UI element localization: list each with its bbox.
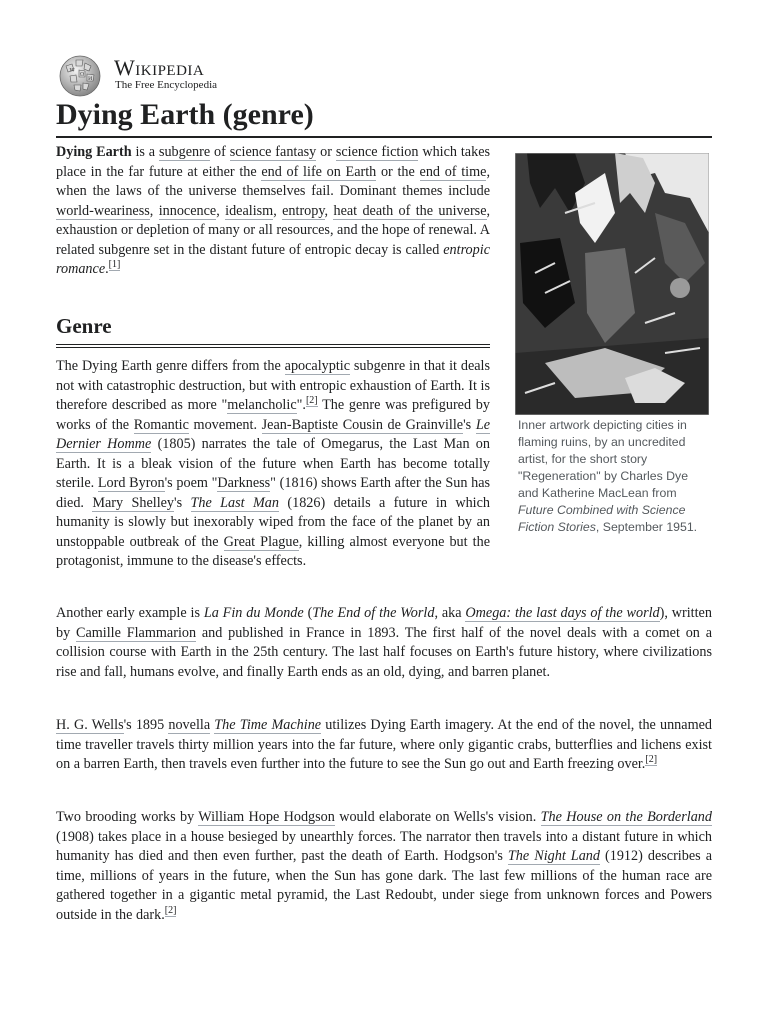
caption-publication: Future Combined with Science Fiction Stories xyxy=(518,503,686,534)
reference-2[interactable]: [2] xyxy=(305,395,318,407)
text-run: Two brooding works by xyxy=(56,809,199,825)
link-world-weariness[interactable]: world-weariness xyxy=(56,202,150,219)
svg-text:W: W xyxy=(69,67,75,74)
link-entropy[interactable]: entropy xyxy=(282,202,325,219)
link-darkness[interactable]: Darkness xyxy=(217,475,271,491)
svg-text:И: И xyxy=(88,76,93,82)
text-run: 's 1895 xyxy=(123,717,169,733)
link-end-of-time[interactable]: end of time xyxy=(419,163,487,180)
link-idealism[interactable]: idealism xyxy=(225,202,274,219)
wikipedia-tagline: The Free Encyclopedia xyxy=(115,79,218,91)
text-run: , xyxy=(273,202,283,219)
link-the-time-machine[interactable]: The Time Machine xyxy=(214,717,322,733)
text-run: (1826) details a future in which humanity is slowly but inexorably wiped from the face of the planet by an unstoppable outbreak of the xyxy=(56,494,491,550)
text-run: would elaborate on Wells's vision. xyxy=(334,809,541,825)
text-run: , killing almost everyone but the protagonist, immune to the disease's effects. xyxy=(56,533,490,569)
text-run: ), written by xyxy=(56,605,712,641)
text-run: The Dying Earth genre differs from the xyxy=(56,358,285,374)
text-run: , xyxy=(216,202,226,219)
intro-paragraph xyxy=(56,143,490,280)
text-run: (1805) narrates the tale of Omegarus, the Last Man on Earth. It is a bleak vision of the future when Earth has become totally sterile. xyxy=(56,436,490,491)
text-run: . xyxy=(105,261,109,277)
text-run: Another early example is xyxy=(56,605,204,621)
link-innocence[interactable]: innocence xyxy=(158,202,217,219)
text-run: and published in France in 1893. The first half of the novel deals with a comet on a collision course with Earth in the 25th century. The last half focuses on Earth's future history, where civilizations rise and fall, humans evolve, and finally Earth ends as an old, dying, and barren planet. xyxy=(56,624,712,680)
link-house-on-the-borderland[interactable]: The House on the Borderland xyxy=(540,809,712,825)
text-run: , xyxy=(149,202,159,219)
text-run: Inner artwork depicting cities in flaming ruins, by an uncredited artist, for the short story "Regeneration" by Charles Dye and Katherine MacLean from xyxy=(518,418,689,500)
genre-paragraph-4 xyxy=(56,808,712,925)
link-science-fiction[interactable]: science fiction xyxy=(335,144,419,160)
genre-paragraph-2 xyxy=(56,604,712,682)
text-run: is a xyxy=(131,144,159,160)
wikipedia-wordmark[interactable]: Wikipedia xyxy=(114,55,205,80)
end-of-the-world-title: The End of the World xyxy=(312,605,435,621)
text-run: or xyxy=(316,144,336,160)
text-run: subgenre in that it deals not with catastrophic destruction, but with entropic exhaustion of Earth. It is therefore described as more " xyxy=(56,358,491,413)
text-run: , September 1951. xyxy=(595,520,698,534)
text-run: , xyxy=(324,202,334,219)
link-william-hope-hodgson[interactable]: William Hope Hodgson xyxy=(198,809,335,825)
entropic-romance-term: entropic romance xyxy=(56,241,490,277)
genre-paragraph-1 xyxy=(56,357,490,572)
link-science-fantasy[interactable]: science fantasy xyxy=(229,144,317,160)
artwork-image[interactable] xyxy=(515,153,709,415)
link-end-of-life-on-earth[interactable]: end of life on Earth xyxy=(261,163,377,180)
link-melancholic[interactable]: melancholic xyxy=(227,397,297,413)
link-mary-shelley[interactable]: Mary Shelley xyxy=(92,494,175,511)
text-run: which takes place in the far future at either the xyxy=(56,144,491,180)
link-romantic[interactable]: Romantic xyxy=(133,416,189,433)
text-run: 's xyxy=(463,416,476,433)
text-run: 's poem " xyxy=(164,475,218,491)
link-hg-wells[interactable]: H. G. Wells xyxy=(56,717,124,733)
text-run: movement. xyxy=(188,416,262,433)
link-the-last-man[interactable]: The Last Man xyxy=(190,494,279,511)
text-run: (1912) describes a time, millions of years in the future, when the Sun has gone dark. The last few millions of the human race are gathered together in a gigantic metal pyramid, the Last Redoubt, under siege from unknown forces and Powers outside in the dark. xyxy=(56,848,712,923)
link-lord-byron[interactable]: Lord Byron xyxy=(97,475,165,491)
text-run: , when the laws of the universe themselves fail. Dominant themes include xyxy=(56,163,490,199)
text-run: ( xyxy=(303,605,313,621)
link-novella[interactable]: novella xyxy=(168,717,211,733)
link-subgenre[interactable]: subgenre xyxy=(158,144,211,160)
genre-paragraph-3 xyxy=(56,716,712,775)
text-run: " (1816) shows Earth after the Sun has died. xyxy=(56,475,491,511)
text-run: utilizes Dying Earth imagery. At the end of the novel, the unnamed time traveller travels thirty million years into the far future, where only gigantic crabs, butterflies and lichens exist on a barren Earth, then travels even further into the future to see the Sun go out and Earth freezing over. xyxy=(56,717,712,772)
reference-2[interactable]: [2] xyxy=(164,904,177,916)
reference-2[interactable]: [2] xyxy=(645,754,658,766)
link-le-dernier-homme[interactable]: Le Dernier Homme xyxy=(56,416,491,452)
link-apocalyptic[interactable]: apocalyptic xyxy=(284,358,351,374)
text-run: 's xyxy=(174,494,191,511)
text-run: The genre was prefigured by works of the xyxy=(56,397,490,433)
wikipedia-header xyxy=(56,54,356,98)
link-omega[interactable]: Omega: the last days of the world xyxy=(465,605,660,621)
reference-1[interactable]: [1] xyxy=(108,259,121,271)
term-bold: Dying Earth xyxy=(56,144,132,160)
link-the-night-land[interactable]: The Night Land xyxy=(507,848,600,864)
text-run: (1908) takes place in a house besieged by unearthly forces. The narrator then travels into a distant future in which humanity has died and then even further, past the death of Earth. Hodgson's xyxy=(56,828,712,864)
text-run: , exhaustion or depletion of many or all resources, and the hope of renewal. A related subgenre set in the distant future of entropic decay is called xyxy=(56,202,491,258)
svg-text:Ω: Ω xyxy=(80,71,85,78)
page-title: Dying Earth (genre) xyxy=(56,96,712,138)
link-camille-flammarion[interactable]: Camille Flammarion xyxy=(76,624,197,641)
wikipedia-globe-logo[interactable] xyxy=(56,54,104,98)
link-grainville[interactable]: Jean-Baptiste Cousin de Grainville xyxy=(261,416,464,433)
text-run: of xyxy=(210,144,230,160)
figure xyxy=(515,153,709,536)
genre-heading: Genre xyxy=(56,312,490,345)
link-heat-death-of-the-universe[interactable]: heat death of the universe xyxy=(333,202,487,219)
figure-caption xyxy=(518,417,710,536)
link-great-plague[interactable]: Great Plague xyxy=(223,533,299,550)
text-run: or the xyxy=(376,163,420,180)
text-run: , aka xyxy=(434,605,466,621)
text-run: ". xyxy=(296,397,306,413)
la-fin-du-monde-title: La Fin du Monde xyxy=(203,605,304,621)
